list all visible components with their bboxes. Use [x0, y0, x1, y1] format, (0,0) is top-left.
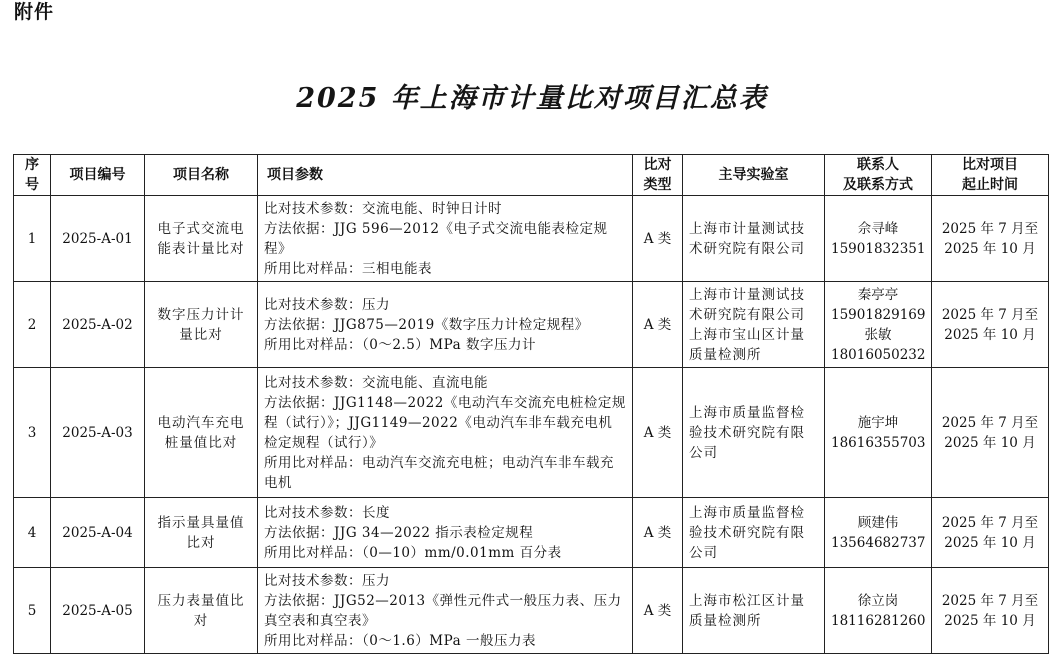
table-header-row	[14, 155, 1049, 196]
row-seq: 2	[14, 282, 51, 368]
param-line: 所用比对样品：（0～1.6）MPa 一般压力表	[264, 632, 536, 649]
row-code: 2025-A-04	[51, 498, 145, 568]
contact-name: 张敏	[864, 326, 892, 343]
row-contact	[825, 282, 932, 368]
row-contact	[825, 498, 932, 568]
col-code: 项目编号	[51, 155, 145, 196]
col-period-line1: 比对项目	[962, 157, 1018, 173]
row-params	[258, 368, 633, 498]
row-seq: 3	[14, 368, 51, 498]
contact-phone: 18116281260	[831, 612, 926, 629]
table-row	[14, 196, 1049, 282]
row-period	[932, 498, 1049, 568]
period-start: 2025 年 7 月至	[941, 220, 1039, 237]
row-seq: 1	[14, 196, 51, 282]
period-end: 2025 年 10 月	[944, 534, 1036, 551]
row-type: A 类	[633, 568, 683, 654]
param-line: 方法依据：JJG875—2019《数字压力计检定规程》	[264, 316, 589, 333]
param-line: 方法依据：JJG1148—2022《电动汽车交流充电桩检定规程（试行）》；JJG1149—2022《电动汽车非车载充电机检定规程（试行）》	[264, 394, 626, 451]
period-end: 2025 年 10 月	[944, 434, 1036, 451]
contact-phone: 15901829169	[831, 306, 926, 323]
col-contact-line2: 及联系方式	[843, 177, 913, 193]
contact-name: 顾建伟	[857, 514, 899, 531]
param-line: 比对技术参数：交流电能、直流电能	[264, 374, 488, 391]
period-start: 2025 年 7 月至	[941, 592, 1039, 609]
col-contact-line1: 联系人	[857, 157, 899, 173]
row-params	[258, 498, 633, 568]
col-lab: 主导实验室	[683, 155, 825, 196]
contact-phone: 15901832351	[831, 240, 926, 257]
row-lab: 上海市质量监督检验技术研究院有限公司	[683, 368, 825, 498]
param-line: 方法依据：JJG52—2013《弹性元件式一般压力表、压力真空表和真空表》	[264, 592, 622, 629]
col-seq: 序号	[14, 155, 51, 196]
param-line: 方法依据：JJG 596—2012《电子式交流电能表检定规程》	[264, 220, 608, 257]
summary-table	[13, 154, 1049, 654]
param-line: 方法依据：JJG 34—2022 指示表检定规程	[264, 524, 534, 541]
row-name: 数字压力计计量比对	[145, 282, 258, 368]
param-line: 所用比对样品：电动汽车交流充电桩；电动汽车非车载充电机	[264, 454, 614, 491]
row-code: 2025-A-01	[51, 196, 145, 282]
period-end: 2025 年 10 月	[944, 612, 1036, 629]
period-end: 2025 年 10 月	[944, 240, 1036, 257]
row-lab: 上海市计量测试技术研究院有限公司上海市宝山区计量质量检测所	[683, 282, 825, 368]
row-period	[932, 368, 1049, 498]
row-contact	[825, 568, 932, 654]
row-period	[932, 196, 1049, 282]
row-params	[258, 282, 633, 368]
param-line: 所用比对样品：（0—10）mm/0.01mm 百分表	[264, 544, 562, 561]
param-line: 比对技术参数：压力	[264, 572, 390, 589]
col-name: 项目名称	[145, 155, 258, 196]
col-type-line2: 类型	[643, 177, 672, 193]
table-row	[14, 498, 1049, 568]
col-params: 项目参数	[258, 155, 633, 196]
row-type: A 类	[633, 196, 683, 282]
page-title: 2025 年上海市计量比对项目汇总表	[296, 83, 768, 114]
contact-name: 徐立岗	[857, 592, 899, 609]
contact-phone: 13564682737	[831, 534, 926, 551]
row-contact	[825, 196, 932, 282]
col-type	[633, 155, 683, 196]
row-name: 压力表量值比对	[145, 568, 258, 654]
row-name: 指示量具量值比对	[145, 498, 258, 568]
row-params	[258, 196, 633, 282]
param-line: 所用比对样品：三相电能表	[264, 260, 432, 277]
row-name: 电动汽车充电桩量值比对	[145, 368, 258, 498]
contact-name: 施宇坤	[857, 414, 899, 431]
param-line: 比对技术参数：交流电能、时钟日计时	[264, 200, 502, 217]
period-start: 2025 年 7 月至	[941, 414, 1039, 431]
row-code: 2025-A-02	[51, 282, 145, 368]
param-line: 所用比对样品：（0～2.5）MPa 数字压力计	[264, 336, 536, 353]
col-period-line2: 起止时间	[962, 177, 1018, 193]
period-start: 2025 年 7 月至	[941, 514, 1039, 531]
col-period	[932, 155, 1049, 196]
row-code: 2025-A-03	[51, 368, 145, 498]
row-lab: 上海市计量测试技术研究院有限公司	[683, 196, 825, 282]
param-line: 比对技术参数：压力	[264, 296, 390, 313]
param-line: 比对技术参数：长度	[264, 504, 390, 521]
row-type: A 类	[633, 498, 683, 568]
col-contact	[825, 155, 932, 196]
table-row	[14, 368, 1049, 498]
row-period	[932, 568, 1049, 654]
contact-phone: 18016050232	[831, 346, 926, 363]
period-start: 2025 年 7 月至	[941, 306, 1039, 323]
row-type: A 类	[633, 368, 683, 498]
table-row	[14, 282, 1049, 368]
contact-name: 佘寻峰	[857, 220, 899, 237]
contact-name: 秦亭亭	[857, 286, 899, 303]
row-params	[258, 568, 633, 654]
row-code: 2025-A-05	[51, 568, 145, 654]
row-lab: 上海市松江区计量质量检测所	[683, 568, 825, 654]
attachment-label: 附件	[14, 1, 55, 23]
period-end: 2025 年 10 月	[944, 326, 1036, 343]
row-seq: 5	[14, 568, 51, 654]
col-type-line1: 比对	[643, 157, 672, 173]
row-seq: 4	[14, 498, 51, 568]
row-period	[932, 282, 1049, 368]
row-lab: 上海市质量监督检验技术研究院有限公司	[683, 498, 825, 568]
row-name: 电子式交流电能表计量比对	[145, 196, 258, 282]
table-row	[14, 568, 1049, 654]
row-contact	[825, 368, 932, 498]
contact-phone: 18616355703	[831, 434, 926, 451]
row-type: A 类	[633, 282, 683, 368]
